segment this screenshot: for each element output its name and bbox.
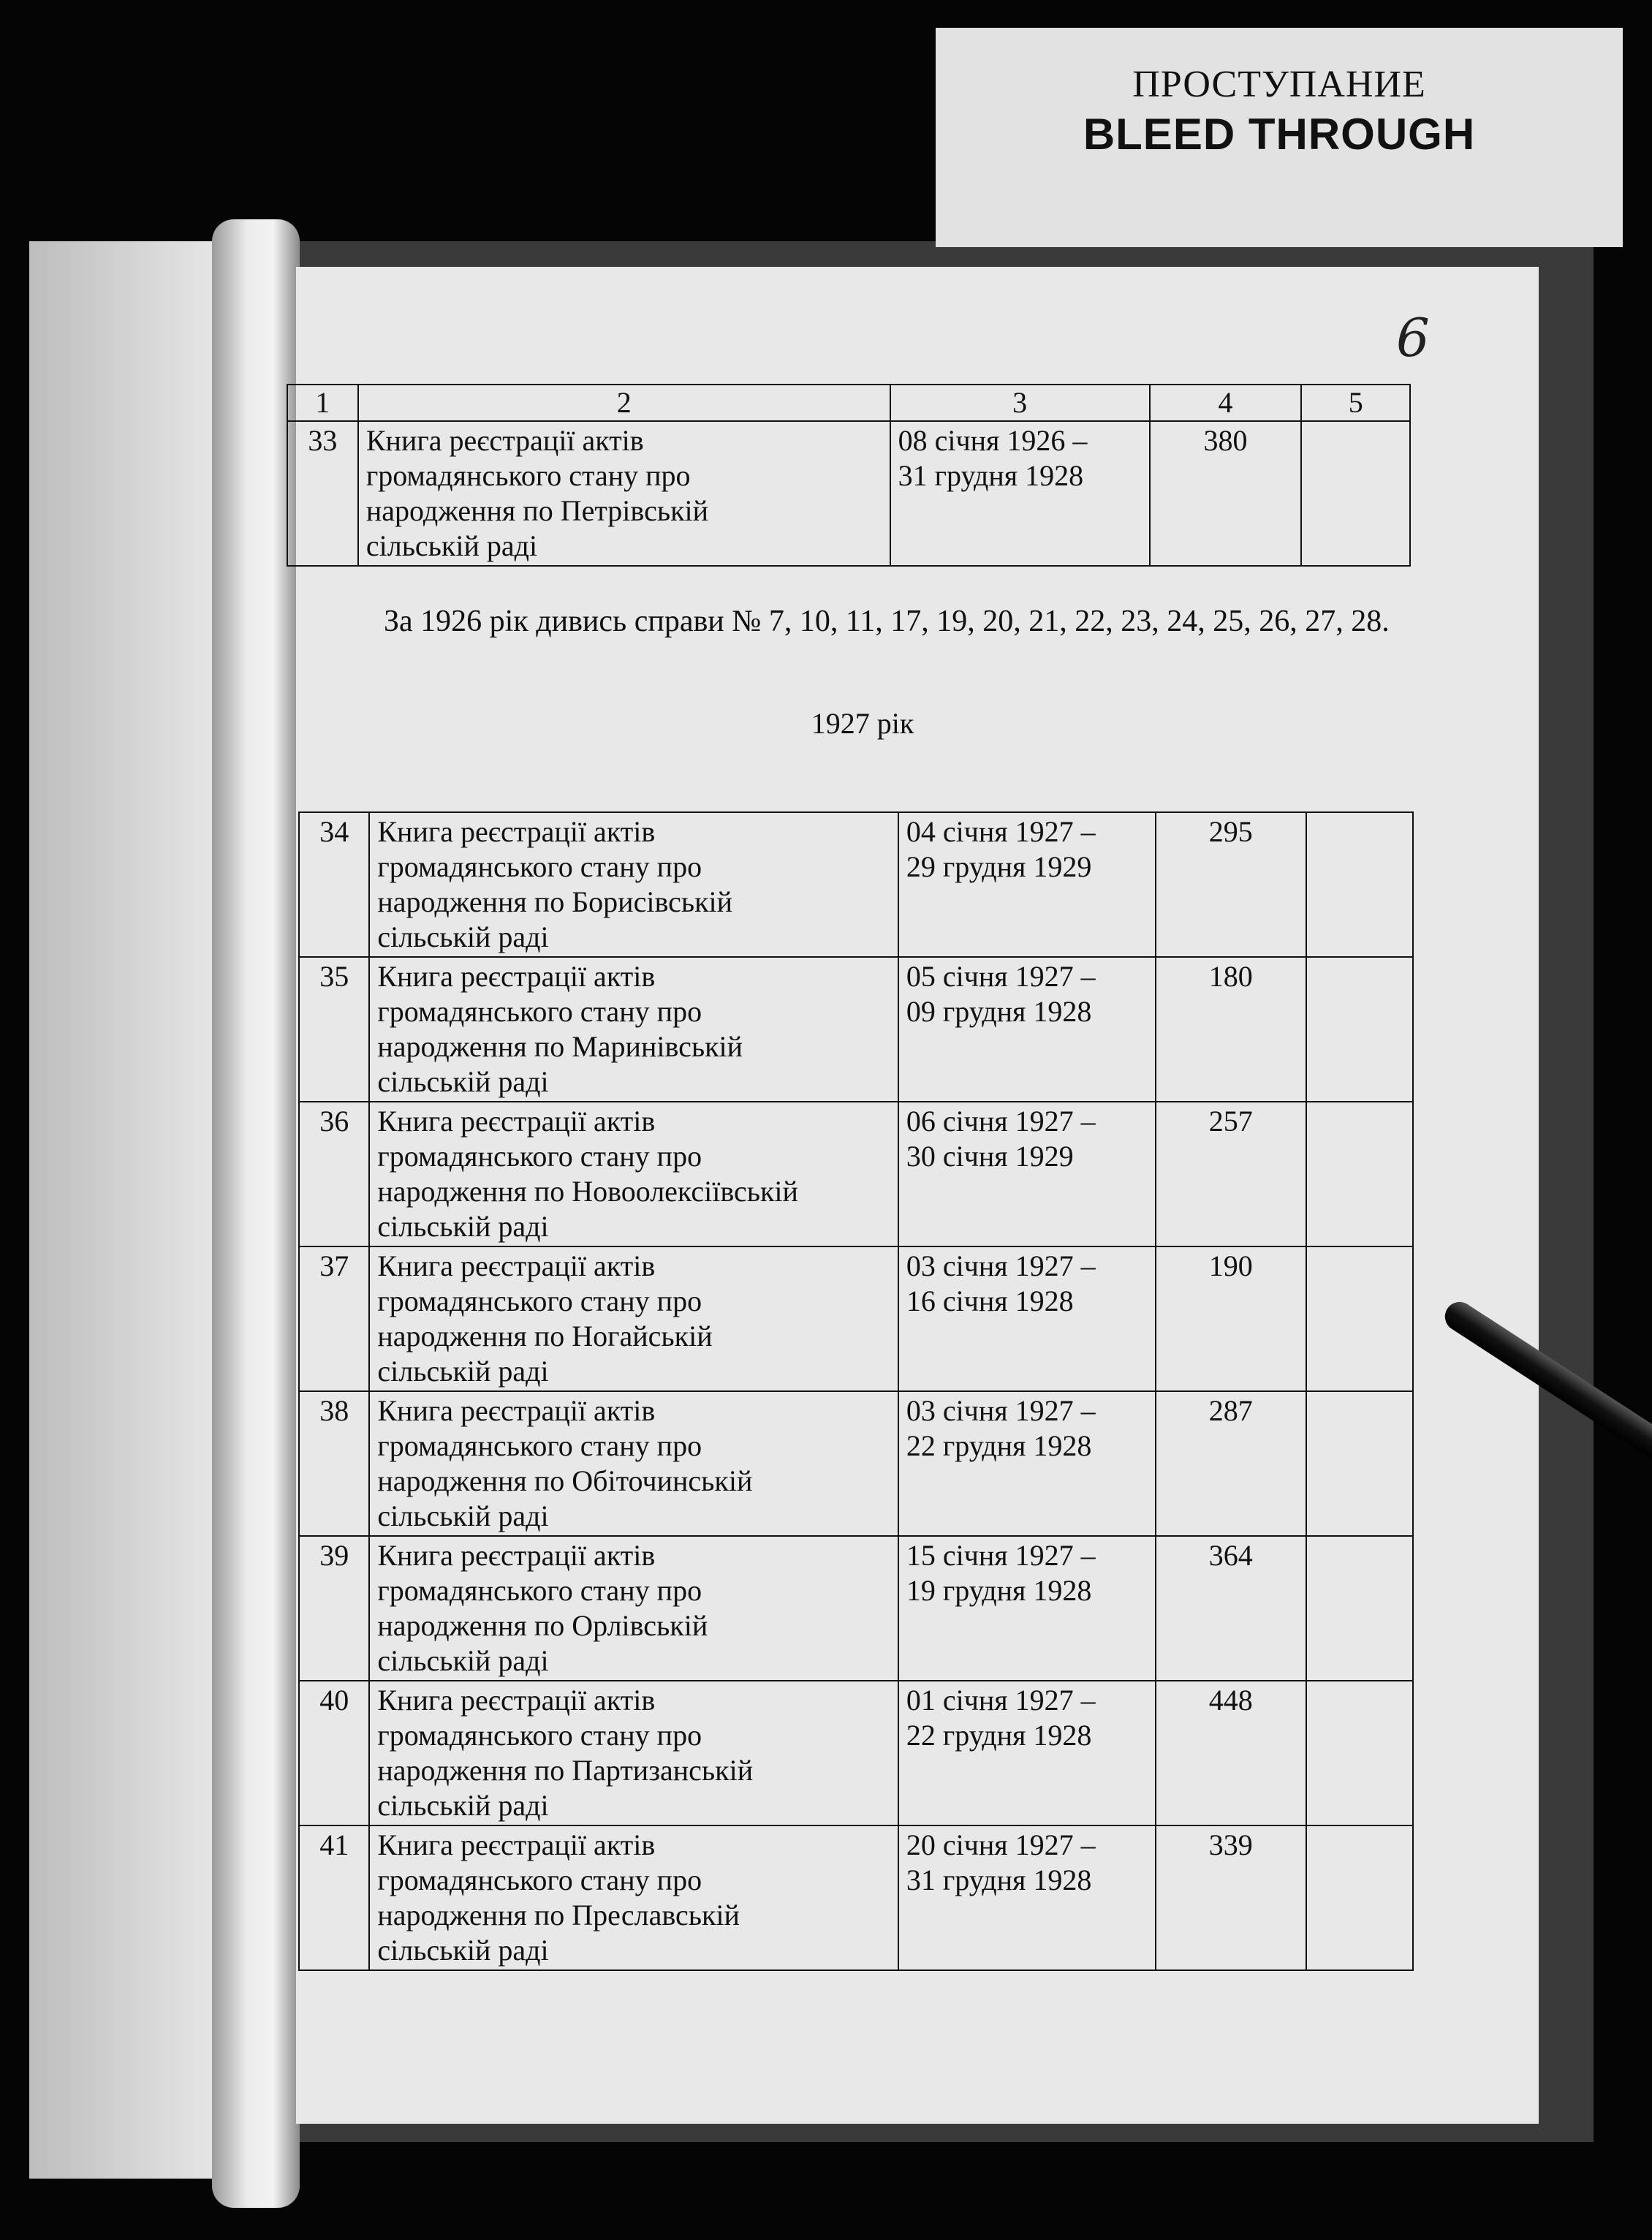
- case-title: [369, 1246, 898, 1391]
- case-title: [369, 1681, 898, 1825]
- case-date-line: 22 грудня 1928: [906, 1719, 1092, 1752]
- case-title-line: сільській раді: [377, 1210, 549, 1243]
- sheet-count: 257: [1156, 1102, 1306, 1246]
- case-title-line: сільській раді: [377, 1499, 549, 1532]
- header-col-5: 5: [1301, 385, 1410, 421]
- case-number: 36: [299, 1102, 369, 1246]
- case-title-line: народження по Ногайській: [377, 1320, 713, 1352]
- table-row: [299, 1391, 1413, 1536]
- bleed-through-label: [936, 28, 1623, 247]
- notes-cell: [1306, 1536, 1413, 1681]
- case-date-line: 29 грудня 1929: [906, 850, 1092, 883]
- case-title-line: громадянського стану про: [377, 1863, 702, 1896]
- case-dates: [898, 812, 1156, 957]
- case-dates: [898, 1246, 1156, 1391]
- sheet-count: 364: [1156, 1536, 1306, 1681]
- case-title-line: громадянського стану про: [377, 1429, 702, 1462]
- case-title: [369, 1536, 898, 1681]
- case-number: 35: [299, 957, 369, 1102]
- case-dates: [890, 421, 1150, 566]
- case-title-line: Книга реєстрації актів: [377, 1828, 656, 1861]
- table-row: [299, 1536, 1413, 1681]
- notes-cell: [1301, 421, 1410, 566]
- page-number: 6: [1396, 307, 1430, 368]
- case-number: 41: [299, 1825, 369, 1970]
- case-title-line: народження по Преславській: [377, 1899, 740, 1931]
- notes-cell: [1306, 957, 1413, 1102]
- case-title-line: Книга реєстрації актів: [377, 1249, 656, 1282]
- case-title-line: народження по Обіточинській: [377, 1464, 753, 1497]
- case-title-line: громадянського стану про: [377, 1140, 702, 1173]
- case-number: 37: [299, 1246, 369, 1391]
- case-title: [369, 1102, 898, 1246]
- case-dates: [898, 1102, 1156, 1246]
- case-number: 38: [299, 1391, 369, 1536]
- case-title: [369, 1391, 898, 1536]
- notes-cell: [1306, 1102, 1413, 1246]
- case-title: [369, 957, 898, 1102]
- case-date-line: 22 грудня 1928: [906, 1429, 1092, 1462]
- case-title-line: народження по Орлівській: [377, 1609, 708, 1642]
- case-date-line: 19 грудня 1928: [906, 1574, 1092, 1607]
- case-title-line: Книга реєстрації актів: [377, 960, 656, 993]
- sheet-count: 190: [1156, 1246, 1306, 1391]
- sheet-count: 380: [1150, 421, 1302, 566]
- case-title: [358, 421, 890, 566]
- case-title-line: Книга реєстрації актів: [365, 424, 644, 457]
- case-title-line: громадянського стану про: [377, 1574, 702, 1607]
- case-number: 40: [299, 1681, 369, 1825]
- case-date-line: 20 січня 1927 –: [906, 1828, 1096, 1861]
- label-english: BLEED THROUGH: [1083, 110, 1476, 159]
- case-title-line: сільській раді: [377, 1789, 549, 1822]
- case-dates: [898, 957, 1156, 1102]
- case-title-line: громадянського стану про: [377, 1719, 702, 1752]
- case-title-line: сільській раді: [377, 1934, 549, 1967]
- cross-reference-note: За 1926 рік дивись справи № 7, 10, 11, 17, 19, 20, 21, 22, 23, 24, 25, 26, 27, 28.: [384, 605, 1390, 638]
- case-title-line: народження по Партизанській: [377, 1754, 754, 1787]
- case-title: [369, 1825, 898, 1970]
- case-date-line: 16 січня 1928: [906, 1284, 1074, 1317]
- sheet-count: 180: [1156, 957, 1306, 1102]
- case-title-line: Книга реєстрації актів: [377, 1105, 656, 1138]
- case-title-line: сільській раді: [365, 529, 538, 562]
- case-title-line: громадянського стану про: [365, 459, 691, 492]
- notes-cell: [1306, 1825, 1413, 1970]
- case-title-line: громадянського стану про: [377, 850, 702, 883]
- case-title-line: народження по Маринівській: [377, 1030, 743, 1063]
- label-russian: ПРОСТУПАНИЕ: [1132, 64, 1426, 105]
- case-date-line: 08 січня 1926 –: [898, 424, 1088, 457]
- header-col-1: 1: [287, 385, 358, 421]
- case-dates: [898, 1391, 1156, 1536]
- case-number: 34: [299, 812, 369, 957]
- header-col-4: 4: [1150, 385, 1302, 421]
- sheet-count: 287: [1156, 1391, 1306, 1536]
- case-number: 39: [299, 1536, 369, 1681]
- notes-cell: [1306, 1246, 1413, 1391]
- case-title-line: сільській раді: [377, 1355, 549, 1388]
- table-row: [299, 1825, 1413, 1970]
- case-date-line: 06 січня 1927 –: [906, 1105, 1096, 1138]
- table-1927: [298, 811, 1414, 1971]
- case-dates: [898, 1536, 1156, 1681]
- case-title-line: Книга реєстрації актів: [377, 815, 656, 848]
- case-date-line: 15 січня 1927 –: [906, 1539, 1096, 1572]
- case-title-line: громадянського стану про: [377, 995, 702, 1028]
- case-title-line: народження по Борисівській: [377, 885, 733, 918]
- case-date-line: 30 січня 1929: [906, 1140, 1074, 1173]
- header-col-2: 2: [358, 385, 890, 421]
- sheet-count: 295: [1156, 812, 1306, 957]
- table-1926-body: [287, 421, 1410, 566]
- case-title: [369, 812, 898, 957]
- case-date-line: 03 січня 1927 –: [906, 1249, 1096, 1282]
- header-col-3: 3: [890, 385, 1150, 421]
- case-title-line: сільській раді: [377, 1644, 549, 1677]
- table-row: [299, 812, 1413, 957]
- table-row: [299, 1681, 1413, 1825]
- case-title-line: Книга реєстрації актів: [377, 1684, 656, 1717]
- case-dates: [898, 1825, 1156, 1970]
- case-title-line: громадянського стану про: [377, 1284, 702, 1317]
- table-1927-body: [299, 812, 1413, 1970]
- case-title-line: Книга реєстрації актів: [377, 1539, 656, 1572]
- case-title-line: сільській раді: [377, 920, 549, 953]
- sheet-count: 448: [1156, 1681, 1306, 1825]
- sheet-count: 339: [1156, 1825, 1306, 1970]
- case-title-line: народження по Петрівській: [365, 494, 709, 527]
- case-date-line: 31 грудня 1928: [906, 1863, 1092, 1896]
- case-date-line: 01 січня 1927 –: [906, 1684, 1096, 1717]
- case-dates: [898, 1681, 1156, 1825]
- case-date-line: 04 січня 1927 –: [906, 815, 1096, 848]
- table-header-row: [287, 385, 1410, 421]
- case-date-line: 03 січня 1927 –: [906, 1394, 1096, 1427]
- table-row: [299, 957, 1413, 1102]
- notes-cell: [1306, 1681, 1413, 1825]
- notes-cell: [1306, 812, 1413, 957]
- year-heading: 1927 рік: [811, 707, 914, 740]
- case-date-line: 09 грудня 1928: [906, 995, 1092, 1028]
- table-row: [287, 421, 1410, 566]
- table-1926: [287, 384, 1411, 567]
- notes-cell: [1306, 1391, 1413, 1536]
- case-date-line: 31 грудня 1928: [898, 459, 1084, 492]
- case-title-line: народження по Новоолексіївській: [377, 1175, 798, 1208]
- case-date-line: 05 січня 1927 –: [906, 960, 1096, 993]
- case-title-line: Книга реєстрації актів: [377, 1394, 656, 1427]
- case-number: 33: [287, 421, 358, 566]
- table-row: [299, 1246, 1413, 1391]
- case-title-line: сільській раді: [377, 1065, 549, 1098]
- table-row: [299, 1102, 1413, 1246]
